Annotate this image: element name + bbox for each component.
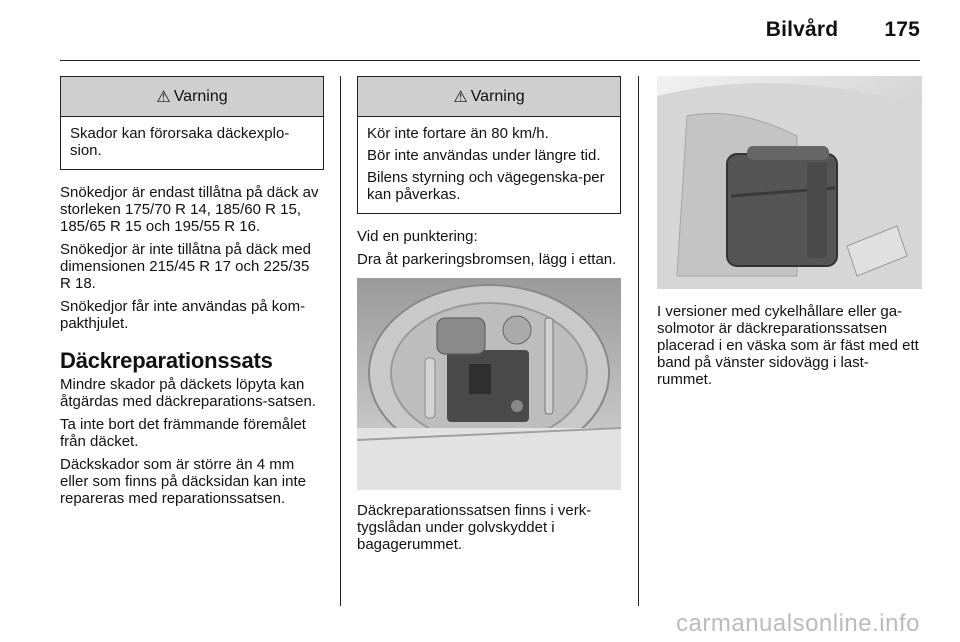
foreign-object-paragraph: Ta inte bort det främmande föremålet från däcket. — [60, 416, 306, 450]
column-3 — [657, 76, 922, 394]
section-title: Bilvård — [765, 18, 839, 41]
repair-kit-bag-illustration — [657, 76, 922, 289]
warning-body — [61, 117, 323, 169]
puncture-paragraph: Vid en punktering: — [357, 228, 478, 245]
repair-kit-illustration — [357, 278, 621, 490]
column-divider-2 — [638, 76, 639, 606]
warning-handling-line: Bilens styrning och vägegenska-per kan påverkas. — [367, 169, 605, 203]
warning-title: Varning — [173, 87, 228, 105]
warning-body — [358, 117, 620, 213]
repair-kit-intro-paragraph: Mindre skador på däckets löpyta kan åtgärdas med däckreparations-satsen. — [60, 376, 316, 410]
compact-wheel-paragraph: Snökedjor får inte användas på kom-pakthjulet. — [60, 298, 306, 332]
snow-chain-restriction-paragraph: Snökedjor är inte tillåtna på däck med dimensionen 215/45 R 17 och 225/35 R 18. — [60, 241, 311, 292]
repair-kit-location-caption: Däckreparationssatsen finns i verk-tygslådan under golvskyddet i bagagerummet. — [357, 502, 592, 553]
repair-kit-photo — [357, 278, 621, 490]
warning-speed-line: Kör inte fortare än 80 km/h. — [367, 125, 549, 142]
column-1 — [60, 76, 324, 513]
column-divider-1 — [340, 76, 341, 606]
watermark: carmanualsonline.info — [676, 610, 920, 637]
column-2 — [357, 76, 621, 559]
warning-box-2 — [357, 76, 621, 214]
repair-kit-heading: Däckreparationssats — [60, 348, 273, 373]
page-header — [766, 18, 920, 42]
damage-size-paragraph: Däckskador som är större än 4 mm eller som finns på däcksidan kan inte repareras med reparationssatsen. — [60, 456, 306, 507]
warning-triangle-icon: ⚠ — [156, 88, 171, 106]
warning-box-1 — [60, 76, 324, 170]
warning-triangle-icon: ⚠ — [453, 88, 468, 106]
warning-header — [61, 77, 323, 117]
warning-text: Skador kan förorsaka däckexplo- sion. — [70, 125, 290, 159]
page-number: 175 — [884, 18, 920, 41]
snow-chain-sizes-paragraph: Snökedjor är endast tillåtna på däck av storleken 175/70 R 14, 185/60 R 15, 185/65 R 15 och 195/55 R 16. — [60, 184, 319, 235]
header-divider — [60, 60, 920, 61]
warning-header — [358, 77, 620, 117]
parking-brake-paragraph: Dra åt parkeringsbromsen, lägg i ettan. — [357, 251, 617, 268]
warning-title: Varning — [470, 87, 525, 105]
bag-location-caption: I versioner med cykelhållare eller ga-solmotor är däckreparationssatsen placerad i en väska som är fäst med ett band på vänster sidovägg i last-rummet. — [657, 303, 919, 388]
warning-duration-line: Bör inte användas under längre tid. — [367, 147, 601, 164]
repair-kit-bag-photo — [657, 76, 922, 289]
